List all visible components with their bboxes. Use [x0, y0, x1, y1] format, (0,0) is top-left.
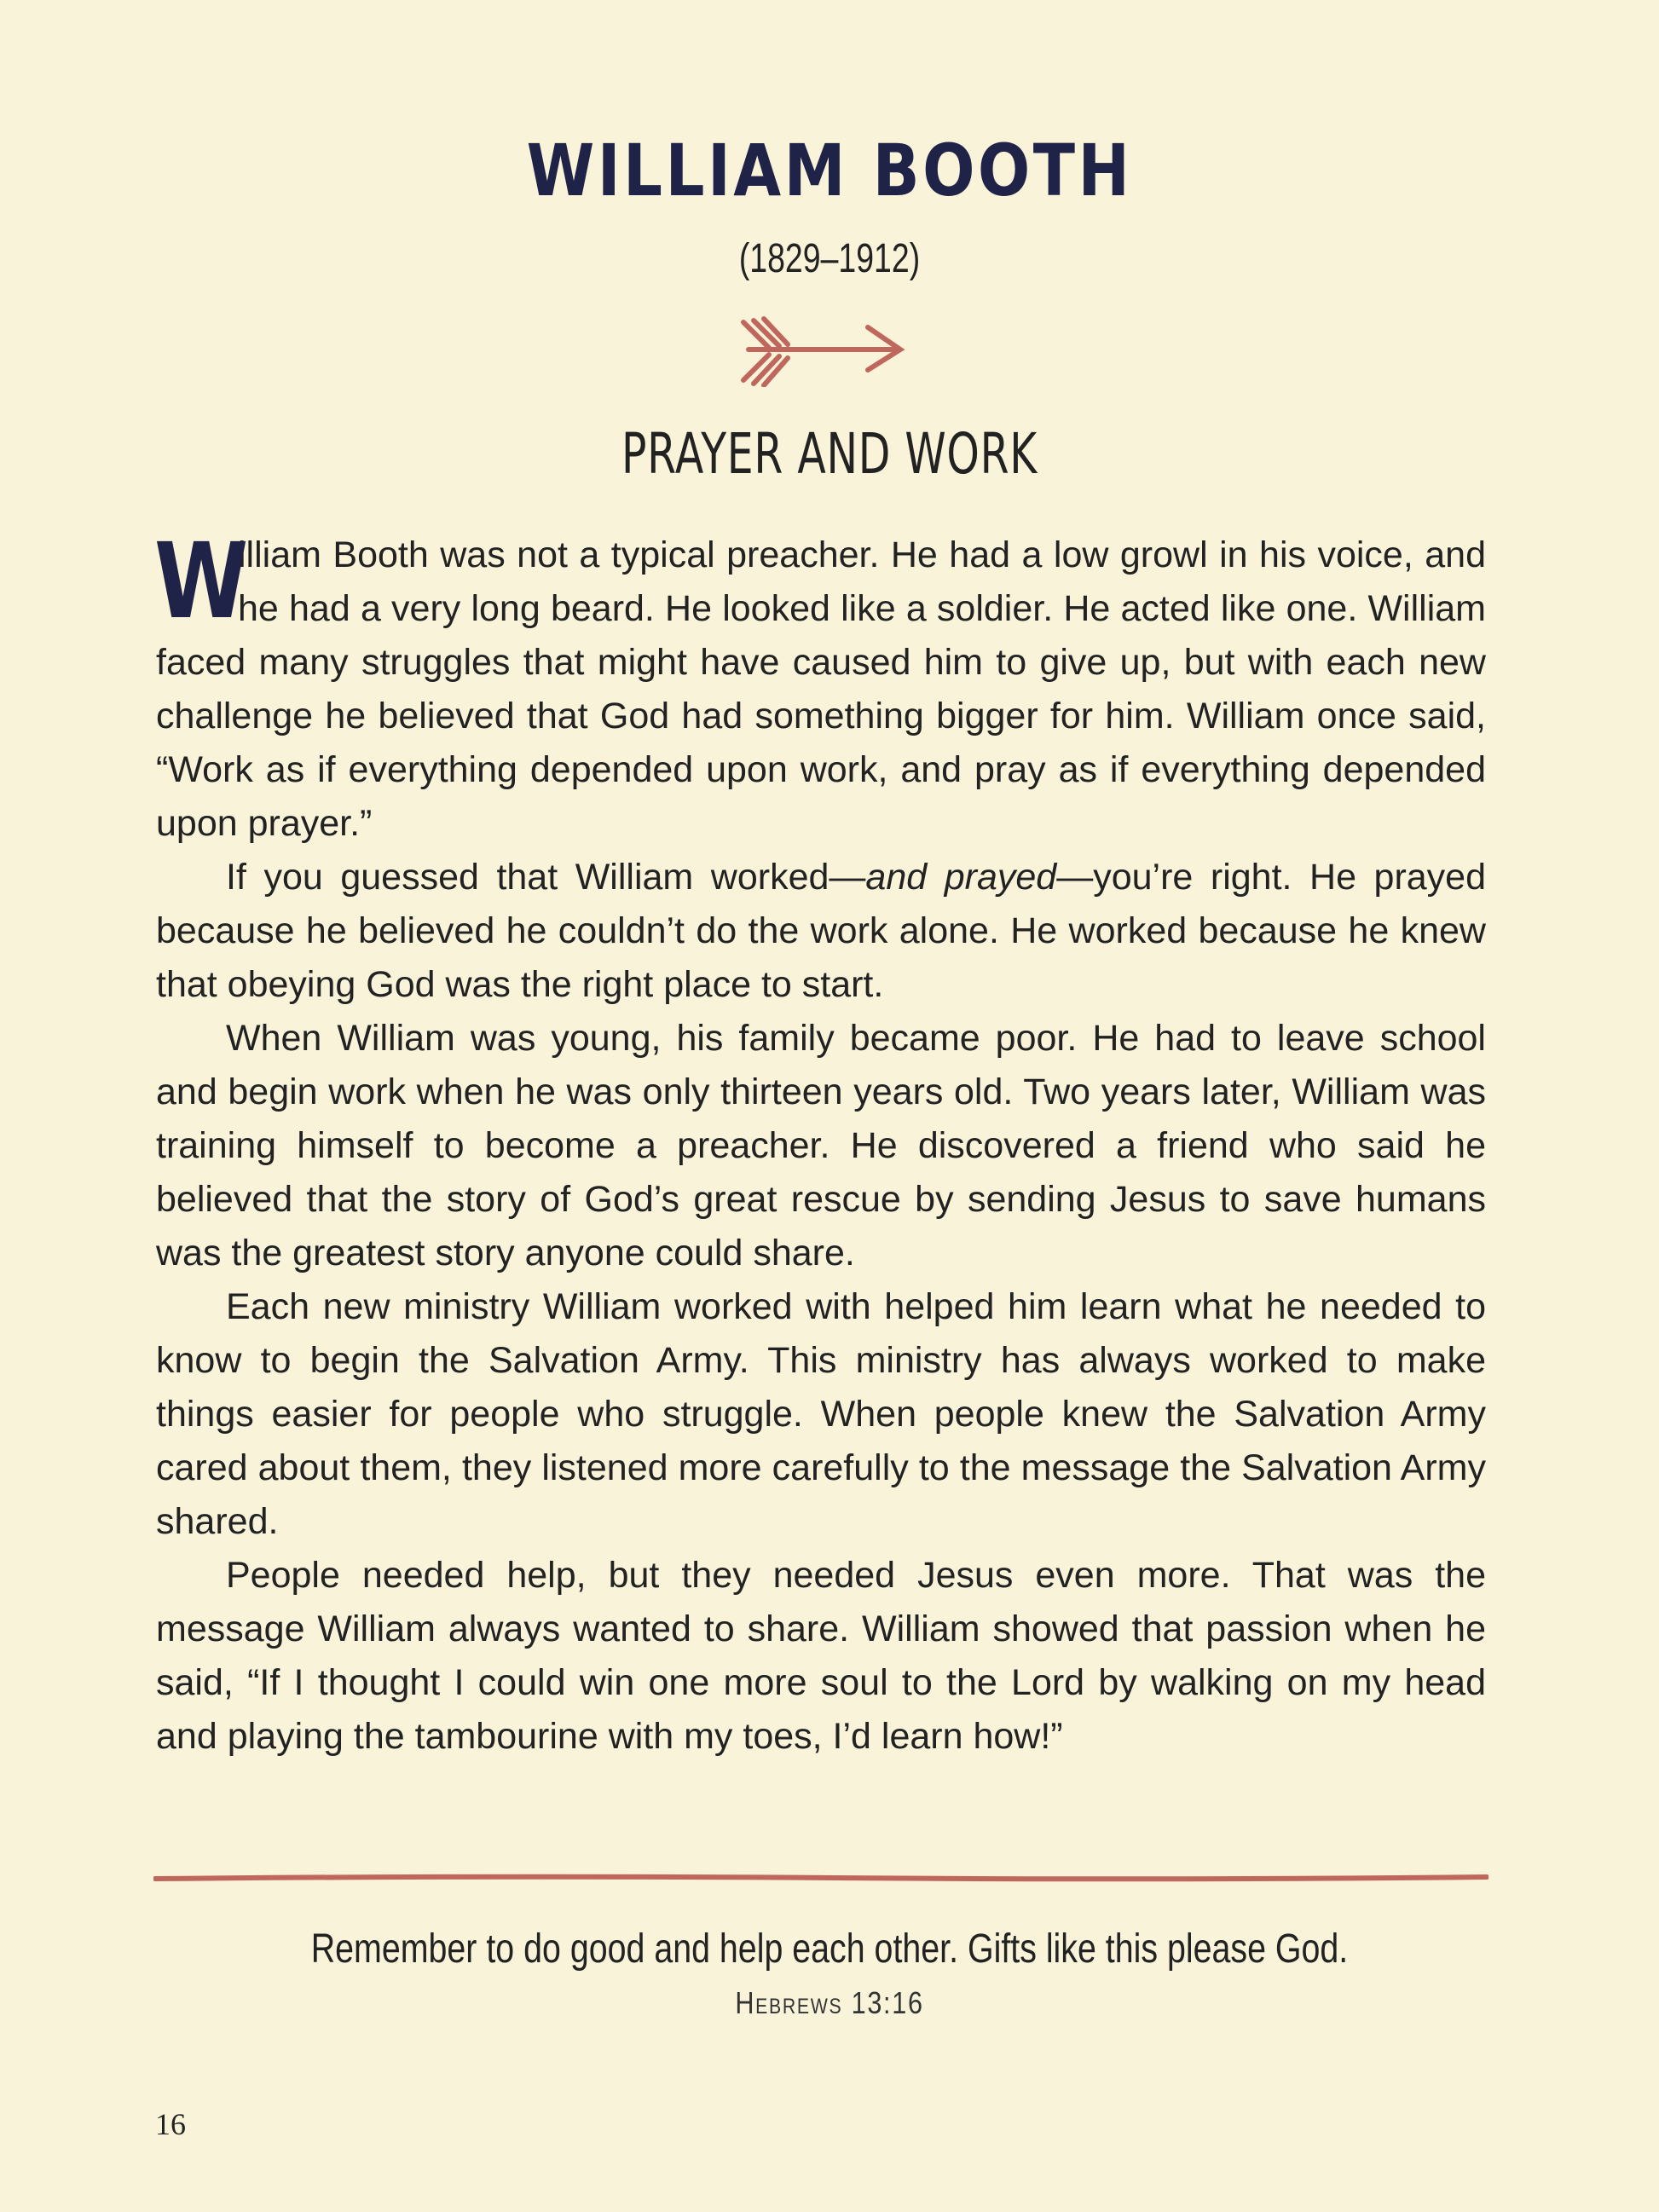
paragraph-2 [156, 851, 1486, 1012]
paragraph-2-text-before: If you guessed that William worked— [226, 857, 866, 898]
scripture-verse: Remember to do good and help each other. Gifts like this please God. [310, 1926, 1349, 1972]
paragraph-2-italic: and prayed [865, 857, 1057, 898]
life-dates: (1829–1912) [738, 236, 921, 281]
scripture-reference: Hebrews 13:16 [735, 1985, 924, 2020]
article-body [154, 521, 1487, 1764]
arrow-right-icon [731, 315, 910, 387]
page-title: WILLIAM BOOTH [526, 129, 1133, 212]
paragraph-3: When William was young, his family became poor. He had to leave school and begin work when he was only thirteen years old. Two years later, William was training himself to become a preacher. He discovered a friend who said he believed that the story of God’s great rescue by sending Jesus to save humans was the greatest story anyone could share. [156, 1018, 1486, 1273]
paragraph-5: People needed help, but they needed Jesus even more. That was the message William always wanted to share. William showed that passion when he said, “If I thought I could win one more soul to the Lord by walking on my head and playing the tambourine with my toes, I’d learn how!” [156, 1555, 1486, 1757]
paragraph-2-text-after: —you’re right. He prayed because he believed he couldn’t do the work alone. He worked because he knew that obeying God was the right place to start. [156, 857, 1487, 1005]
section-subtitle: PRAYER AND WORK [621, 421, 1038, 487]
divider-line [153, 1872, 1488, 1884]
paragraph-1-text: illiam Booth was not a typical preacher. He had a low growl in his voice, and he had a very long beard. He looked like a soldier. He acted like one. William faced many struggles that might have caused him to give up, but with each new challenge he believed that God had something bigger for him. William once said, “Work as if everything depended upon work, and pray as if everything depended upon prayer.” [156, 534, 1486, 844]
drop-cap: W [154, 521, 249, 642]
page-number: 16 [155, 2107, 186, 2141]
paragraph-4: Each new ministry William worked with helped him learn what he needed to know to begin the Salvation Army. This ministry has always worked to make things easier for people who struggle. When people knew the Salvation Army cared about them, they listened more carefully to the message the Salvation Army shared. [156, 1286, 1486, 1542]
paragraph-1 [154, 521, 1486, 851]
